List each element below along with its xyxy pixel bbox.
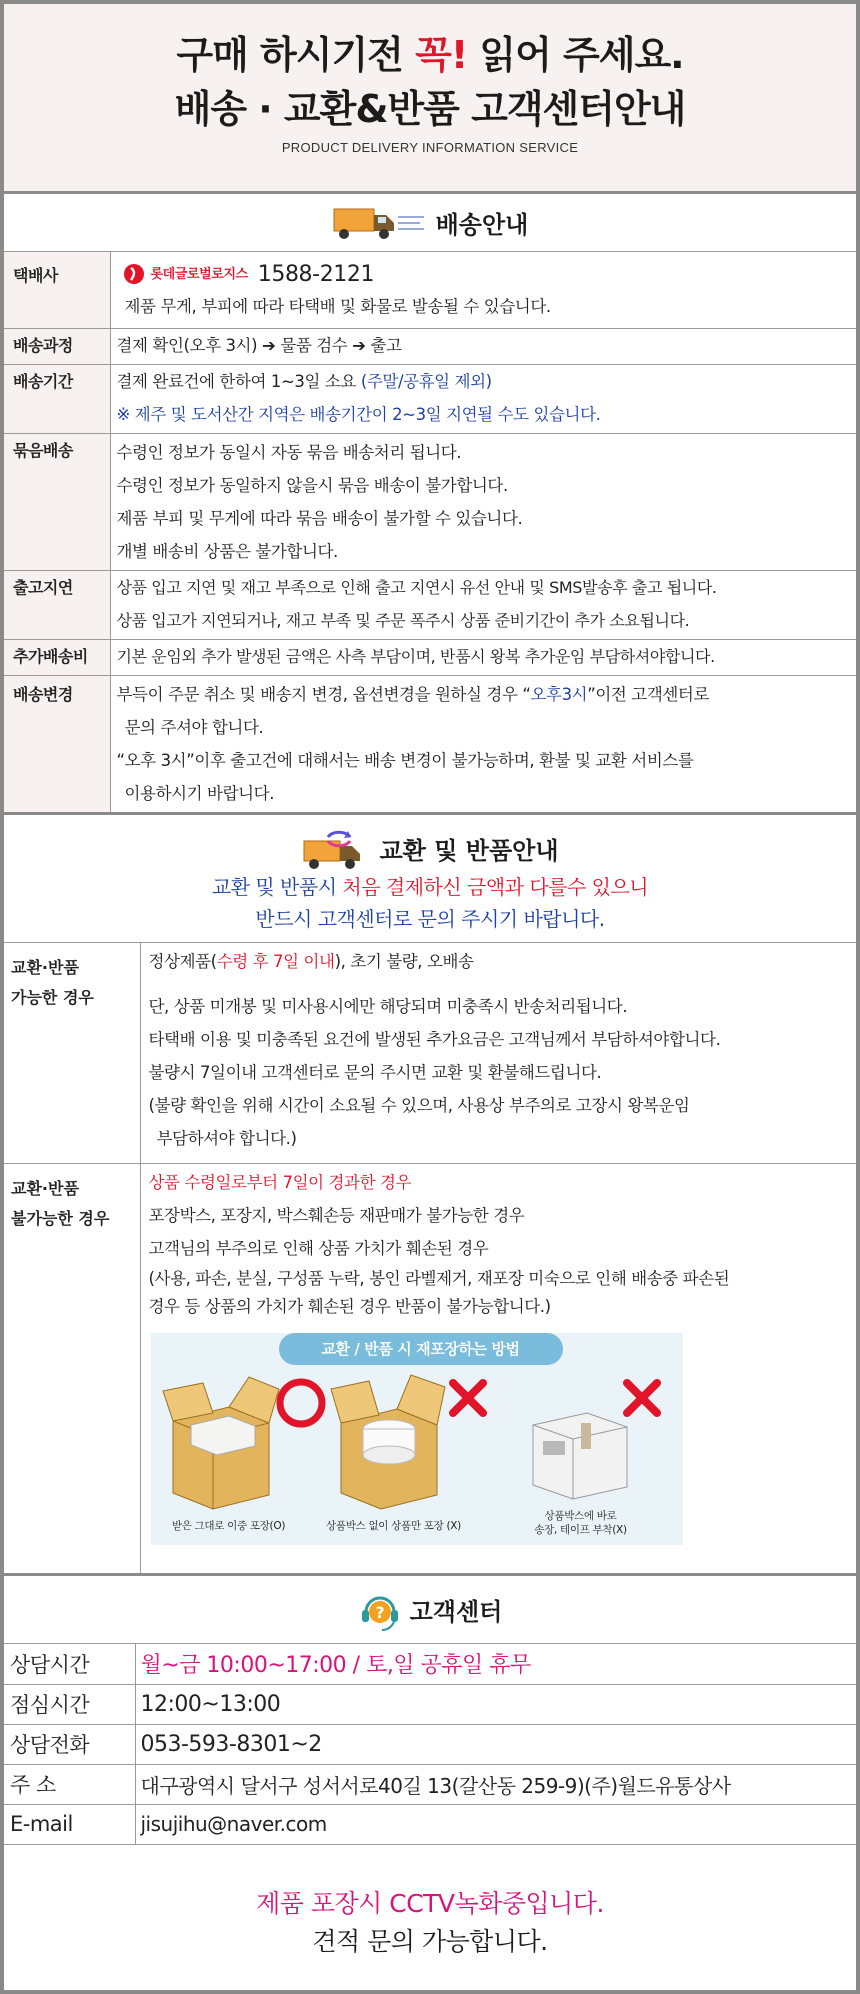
footer-estimate-notice: 견적 문의 가능합니다. [312,1926,548,1956]
label-impossible: 교환·반품 불가능한 경우 [4,1164,140,1574]
change-line: 문의 주셔야 합니다. [124,717,264,737]
impossible-deadline: 상품 수령일로부터 7일이 경과한 경우 [148,1173,412,1192]
label-process: 배송과정 [4,328,110,364]
row-bundle [4,433,856,570]
delay-line: 상품 입고가 지연되거나, 재고 부족 및 주문 폭주시 상품 준비기간이 추가 소요됩니다. [116,610,690,630]
row-extra [4,639,856,675]
open-box-icon [331,1375,445,1509]
label-change: 배송변경 [4,675,110,812]
exchange-section-header [4,815,856,943]
possible-line: (불량 확인을 위해 시간이 소요될 수 있으며, 사용상 부주의로 고장시 왕복운임 [148,1095,690,1115]
courier-note: 제품 무게, 부피에 따라 타택배 및 화물로 발송될 수 있습니다. [124,297,551,316]
process-step2: 물품 검수 [280,335,348,355]
cs-label: E-mail [4,1804,135,1844]
possible-line: 부담하셔야 합니다.) [156,1128,297,1148]
repack-guide-title: 교환 / 반품 시 재포장하는 방법 [279,1333,563,1365]
label-extra: 추가배송비 [4,639,110,675]
repack-caption-bad2a: 상품박스에 바로 [544,1510,617,1522]
shipping-section-header [4,194,856,252]
possible-deadline: 수령 후 7일 이내 [216,951,335,971]
change-line: “오후 3시”이후 출고건에 대해서는 배송 변경이 불가능하며, 환불 및 교환 서비스를 [116,750,694,770]
period-note: (주말/공휴일 제외) [360,371,492,391]
exchange-note: 교환 및 반품시 처음 결제하신 금액과 다를수 있으니 [211,874,649,899]
cs-row-phone [4,1724,856,1764]
header-line2: 배송 · 교환&반품 고객센터안내 [174,87,686,131]
row-possible: 교환·반품 가능한 경우 정상제품(수령 후 7일 이내), 초기 불량, 오배송 단, 상품 미개봉 및 미사용시에만 해당되며 미충족시 반송처리됩니다. 타택배 이용 및 미충족된 요건에 발생된 추가요금은 고객님께서 부담하셔야합니다. 불량시 7일이내 고객센터로 문의 주시면 교환 및 환불해드립니다. (불량 확인을 위해 시간이 소요될 수 있으며, 사용상 부주의로 고장시 왕복운임 부담하셔야 합니다.) [4,943,856,1164]
cs-row-email [4,1804,856,1844]
customer-center-title: 고객센터 [409,1598,503,1626]
shipping-title: 배송안내 [435,211,529,239]
customer-center-header [4,1576,856,1644]
courier-company: 롯데글로벌로지스 [150,266,248,282]
header-line1: 구매 하시기전 꼭! 읽어 주세요. [176,33,684,77]
delivery-truck-icon [332,203,428,243]
cs-value-email: jisujihu@naver.com [135,1804,856,1844]
header-emphasis: 꼭! [415,33,468,77]
cs-value-address: 대구광역시 달서구 성서서로40길 13(갈산동 259-9)(주)월드유통상사 [135,1764,856,1804]
cs-label: 주 소 [4,1764,135,1804]
extra-text: 기본 운임외 추가 발생된 금액은 사측 부담이며, 반품시 왕복 추가운임 부담하셔야합니다. [110,639,856,675]
row-courier [4,252,856,328]
x-mark-icon [627,1383,657,1413]
cs-value-phone: 053-593-8301~2 [135,1724,856,1764]
delay-line: 상품 입고 지연 및 재고 부족으로 인해 출고 지연시 유선 안내 및 SMS발송후 출고 됩니다. [116,577,717,597]
impossible-line: 경우 등 상품의 가치가 훼손된 경우 반품이 불가능합니다.) [148,1297,551,1316]
label-delay: 출고지연 [4,570,110,639]
exchange-note-line2: 반드시 고객센터로 문의 주시기 바랍니다. [255,906,605,931]
cs-row-lunch [4,1684,856,1724]
cs-label: 상담시간 [4,1644,135,1684]
double-box-icon [163,1377,279,1509]
row-change: 배송변경 부득이 주문 취소 및 배송지 변경, 옵션변경을 원하실 경우 “오후3시”이전 고객센터로 문의 주셔야 합니다. “오후 3시”이후 출고건에 대해서는 배송 변경이 불가능하며, 환불 및 교환 서비스를 이용하시기 바랍니다. [4,675,856,812]
cs-label: 상담전화 [4,1724,135,1764]
possible-line: 불량시 7일이내 고객센터로 문의 주시면 교환 및 환불해드립니다. [148,1062,602,1082]
footer-cctv-notice: 제품 포장시 CCTV녹화중입니다. [256,1888,604,1918]
bundle-line: 개별 배송비 상품은 불가합니다. [116,541,338,561]
exchange-title: 교환 및 반품안내 [379,837,559,865]
cs-row-hours [4,1644,856,1684]
cs-value-lunch: 12:00~13:00 [135,1684,856,1724]
arrow-icon: ➔ [352,335,366,355]
label-bundle: 묶음배송 [4,433,110,570]
row-period [4,364,856,433]
process-step1: 결제 확인(오후 3시) [116,335,258,355]
possible-line: 단, 상품 미개봉 및 미사용시에만 해당되며 미충족시 반송처리됩니다. [148,996,628,1016]
impossible-line: 고객님의 부주의로 인해 상품 가치가 훼손된 경우 [148,1239,489,1258]
courier-phone: 1588-2121 [257,261,375,287]
change-line: 이용하시기 바랍니다. [124,783,275,803]
change-deadline: 오후3시 [530,684,588,704]
period-island: ※ 제주 및 도서산간 지역은 배송기간이 2~3일 지연될 수도 있습니다. [116,404,601,424]
label-possible: 교환·반품 가능한 경우 [4,943,140,1164]
label-period: 배송기간 [4,364,110,433]
page-header [4,4,856,194]
repack-guide [151,1333,683,1545]
x-mark-icon [453,1383,483,1413]
repack-caption-bad1: 상품박스 없이 상품만 포장 (X) [326,1520,461,1532]
taped-box-icon [533,1413,627,1499]
process-step3: 출고 [370,335,402,355]
possible-line: 타택배 이용 및 미충족된 요건에 발생된 추가요금은 고객님께서 부담하셔야합니다. [148,1029,721,1049]
shipping-table [4,252,856,813]
bundle-line: 수령인 정보가 동일시 자동 묶음 배송처리 됩니다. [116,442,462,462]
exchange-table [4,943,856,1575]
o-mark-icon [280,1382,322,1424]
period-text: 결제 완료건에 한하여 1~3일 소요 [116,371,361,391]
bundle-line: 수령인 정보가 동일하지 않을시 묶음 배송이 불가합니다. [116,475,508,495]
row-process [4,328,856,364]
arrow-icon: ➔ [262,335,276,355]
cs-row-address [4,1764,856,1804]
customer-center-table [4,1644,856,1845]
repack-caption-ok: 받은 그대로 이중 포장(O) [171,1520,286,1532]
cs-value-hours: 월~금 10:00~17:00 / 토,일 공휴일 휴무 [135,1644,856,1684]
bundle-line: 제품 부피 및 무게에 따라 묶음 배송이 불가할 수 있습니다. [116,508,523,528]
header-subtitle: PRODUCT DELIVERY INFORMATION SERVICE [281,140,579,155]
row-delay [4,570,856,639]
cs-label: 점심시간 [4,1684,135,1724]
lotte-logo-icon [123,263,145,285]
impossible-line: (사용, 파손, 분실, 구성품 누락, 봉인 라벨제거, 재포장 미숙으로 인해 배송중 파손된 [148,1269,730,1288]
exchange-truck-icon [302,827,372,871]
label-courier: 택배사 [4,252,110,328]
headset-question-icon [358,1588,402,1632]
svg-text:?: ? [374,1602,385,1622]
repack-caption-bad2b: 송장, 테이프 부착(X) [534,1524,627,1536]
row-impossible [4,1164,856,1574]
impossible-line: 포장박스, 포장지, 박스훼손등 재판매가 불가능한 경우 [148,1206,525,1225]
footer [4,1845,856,1961]
